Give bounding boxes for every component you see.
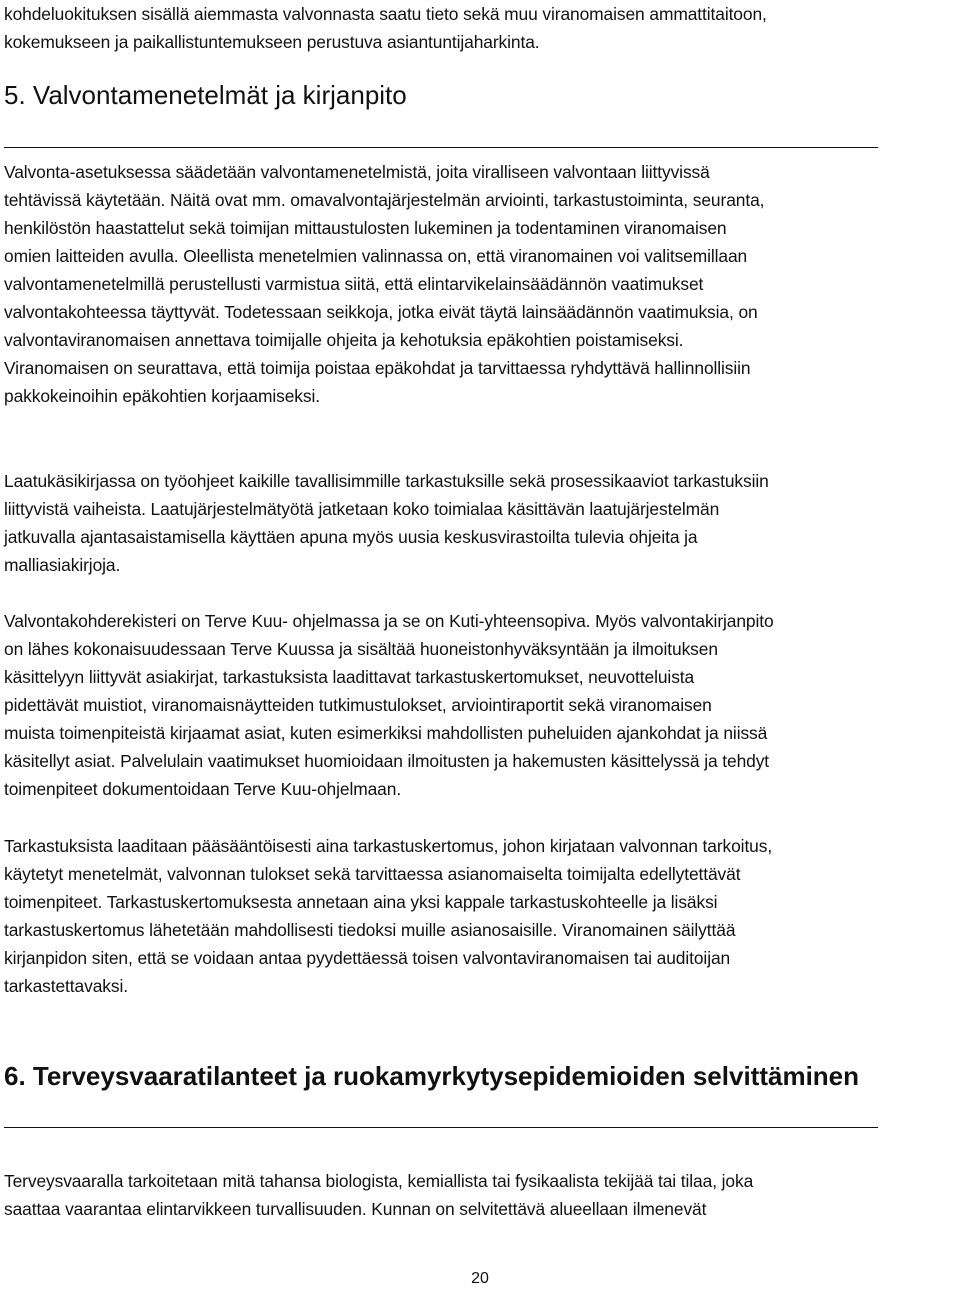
text-line: omien laitteiden avulla. Oleellista menetelmien valinnassa on, että viranomainen voi valitsemillaan [4, 246, 748, 266]
section-6-paragraph-1 [4, 1167, 956, 1223]
text-line: toimenpiteet dokumentoidaan Terve Kuu-ohjelmaan. [4, 779, 402, 799]
text-line: käsittelyyn liittyvät asiakirjat, tarkastuksista laadittavat tarkastuskertomukset, neuvotteluista [4, 667, 695, 687]
text-line: muista toimenpiteistä kirjaamat asiat, kuten esimerkiksi mahdollisten puheluiden ajankohdat ja niissä [4, 723, 768, 743]
section-6-heading: 6. Terveysvaaratilanteet ja ruokamyrkytysepidemioiden selvittäminen [4, 1061, 860, 1091]
text-line: saattaa vaarantaa elintarvikkeen turvallisuuden. Kunnan on selvitettävä alueellaan ilmenevät [4, 1199, 707, 1219]
section-5-paragraph-3 [4, 607, 956, 803]
section-6-rule [4, 1127, 878, 1128]
text-line: Terveysvaaralla tarkoitetaan mitä tahansa biologista, kemiallista tai fysikaalista tekijää tai tilaa, joka [4, 1171, 754, 1191]
text-line: kohdeluokituksen sisällä aiemmasta valvonnasta saatu tieto sekä muu viranomaisen ammattitaitoon, [4, 4, 767, 24]
text-line: käsitellyt asiat. Palvelulain vaatimukset huomioidaan ilmoitusten ja hakemusten käsittelyssä ja tehdyt [4, 751, 770, 771]
text-line: jatkuvalla ajantasaistamisella käyttäen apuna myös uusia keskusvirastoilta tulevia ohjeita ja [4, 527, 698, 547]
text-line: kirjanpidon siten, että se voidaan antaa pyydettäessä toisen valvontaviranomaisen tai auditoijan [4, 948, 731, 968]
text-line: käytetyt menetelmät, valvonnan tulokset sekä tarvittaessa asianomaiselta toimijalta edellytettävät [4, 864, 741, 884]
text-line: Viranomaisen on seurattava, että toimija poistaa epäkohdat ja tarvittaessa ryhdyttävä hallinnollisiin [4, 358, 751, 378]
text-line: valvontakohteessa täyttyvät. Todetessaan seikkoja, jotka eivät täytä lainsäädännön vaatimuksia, on [4, 302, 758, 322]
section-5-paragraph-2 [4, 467, 956, 579]
section-5-paragraph-1 [4, 158, 956, 410]
text-line: liittyvistä vaiheista. Laatujärjestelmätyötä jatketaan koko toimialaa käsittävän laatujärjestelmän [4, 499, 720, 519]
text-line: tehtävissä käytetään. Näitä ovat mm. omavalvontajärjestelmän arviointi, tarkastustoiminta, seuranta, [4, 190, 765, 210]
section-5-heading: 5. Valvontamenetelmät ja kirjanpito [4, 80, 407, 110]
text-line: toimenpiteet. Tarkastuskertomuksesta annetaan aina yksi kappale tarkastuskohteelle ja lisäksi [4, 892, 718, 912]
text-line: kokemukseen ja paikallistuntemukseen perustuva asiantuntijaharkinta. [4, 32, 540, 52]
text-line: pakkokeinoihin epäkohtien korjaamiseksi. [4, 386, 320, 406]
text-line: Valvontakohderekisteri on Terve Kuu- ohjelmassa ja se on Kuti-yhteensopiva. Myös valvontakirjanpito [4, 611, 774, 631]
text-line: valvontaviranomaisen annettava toimijalle ohjeita ja kehotuksia epäkohtien poistamiseksi. [4, 330, 684, 350]
intro-paragraph [4, 0, 956, 56]
text-line: tarkastuskertomus lähetetään mahdollisesti tiedoksi muille asianosaisille. Viranomainen säilyttää [4, 920, 736, 940]
text-line: pidettävät muistiot, viranomaisnäytteiden tutkimustulokset, arviointiraportit sekä viranomaisen [4, 695, 712, 715]
page-number: 20 [471, 1270, 489, 1287]
text-line: henkilöstön haastattelut sekä toimijan mittaustulosten lukeminen ja todentaminen viranomaisen [4, 218, 727, 238]
text-line: Tarkastuksista laaditaan pääsääntöisesti aina tarkastuskertomus, johon kirjataan valvonnan tarkoitus, [4, 836, 773, 856]
section-5-rule [4, 147, 878, 148]
text-line: valvontamenetelmillä perustellusti varmistua siitä, että elintarvikelainsäädännön vaatimukset [4, 274, 704, 294]
text-line: Laatukäsikirjassa on työohjeet kaikille tavallisimmille tarkastuksille sekä prosessikaaviot tarkastuksiin [4, 471, 769, 491]
section-5-paragraph-4 [4, 832, 956, 1000]
text-line: tarkastettavaksi. [4, 976, 128, 996]
text-line: malliasiakirjoja. [4, 555, 121, 575]
text-line: on lähes kokonaisuudessaan Terve Kuussa ja sisältää huoneistonhyväksyntään ja ilmoituksen [4, 639, 718, 659]
text-line: Valvonta-asetuksessa säädetään valvontamenetelmistä, joita viralliseen valvontaan liittyvissä [4, 162, 710, 182]
